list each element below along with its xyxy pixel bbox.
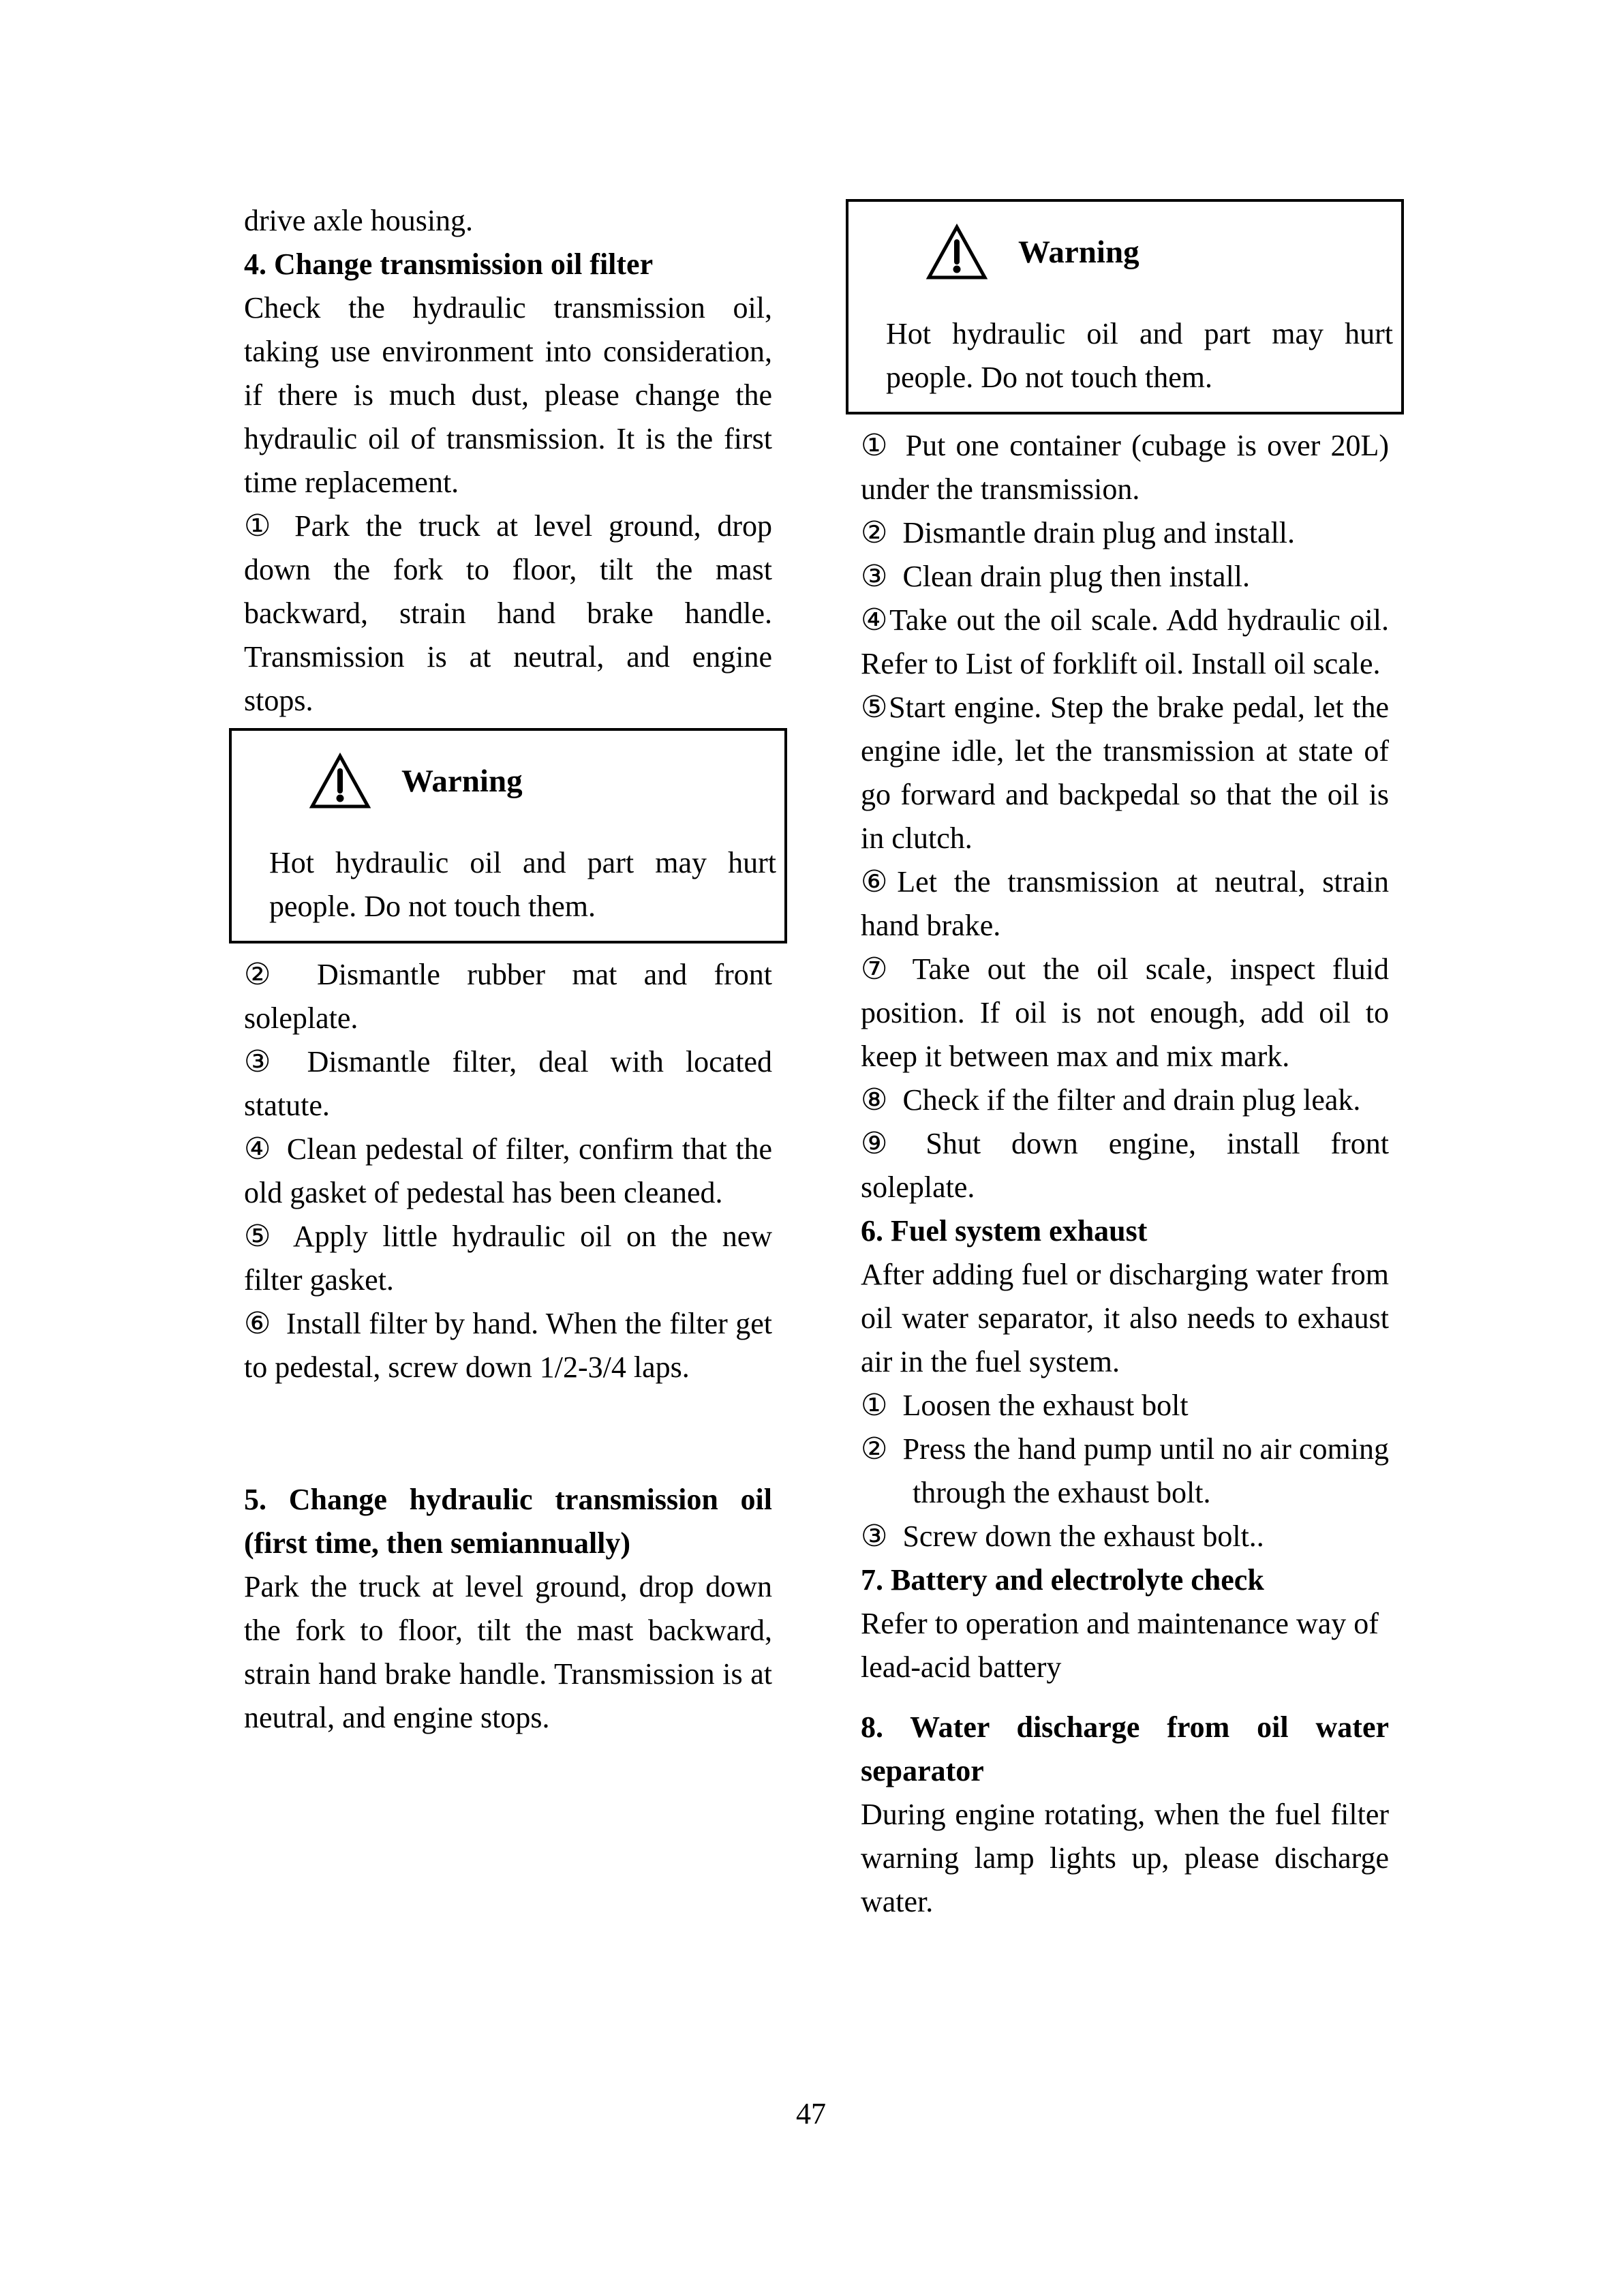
step-item: ② Dismantle drain plug and install.: [861, 516, 1296, 549]
page-number: 47: [796, 2097, 826, 2130]
section-5-heading: 5. Change hydraulic transmission oil (first time, then semiannually): [244, 1483, 772, 1560]
section-8-paragraph: During engine rotating, when the fuel filter warning lamp lights up, please discharge water.: [861, 1798, 1389, 1918]
warning-title: Warning: [401, 764, 523, 799]
step-item: ⑧ Check if the filter and drain plug leak.: [861, 1083, 1361, 1117]
step-item: ⑦ Take out the oil scale, inspect fluid position. If oil is not enough, add oil to keep it between max and mix mark.: [861, 952, 1389, 1073]
step-item: ④ Clean pedestal of filter, confirm that the old gasket of pedestal has been cleaned.: [244, 1132, 772, 1209]
section-5-paragraph: Park the truck at level ground, drop down the fork to floor, tilt the mast backward, strain hand brake handle. Transmission is at neutral, and engine stops.: [244, 1570, 772, 1734]
step-item: ③ Dismantle filter, deal with located statute.: [244, 1045, 772, 1122]
section-4-paragraph: Check the hydraulic transmission oil, taking use environment into consideration, if there is much dust, please change the hydraulic oil of transmission. It is the first time replacement.: [244, 291, 772, 499]
step-item: ④Take out the oil scale. Add hydraulic oil. Refer to List of forklift oil. Install oil scale.: [861, 603, 1389, 680]
step-item: ⑥Let the transmission at neutral, strain hand brake.: [861, 865, 1389, 942]
page-content: [244, 199, 1393, 1924]
step-item: ⑥ Install filter by hand. When the filter get to pedestal, screw down 1/2-3/4 laps.: [244, 1307, 772, 1384]
step-item: ⑤ Apply little hydraulic oil on the new filter gasket.: [244, 1220, 772, 1297]
right-column: [861, 199, 1393, 1924]
warning-title: Warning: [1018, 235, 1139, 270]
warning-body: Hot hydraulic oil and part may hurt people. Do not touch them.: [269, 846, 776, 923]
step-item: ② Press the hand pump until no air coming through the exhaust bolt.: [861, 1432, 1389, 1509]
step-item: ① Loosen the exhaust bolt: [861, 1389, 1189, 1422]
section-7-paragraph: Refer to operation and maintenance way of lead-acid battery: [861, 1607, 1379, 1684]
left-column: [244, 199, 776, 1924]
step-item: ⑤Start engine. Step the brake pedal, let the engine idle, let the transmission at state of go forward and backpedal so that the oil is in clutch.: [861, 691, 1389, 855]
step-item: ③ Clean drain plug then install.: [861, 560, 1251, 593]
warning-header: [269, 753, 776, 810]
section-8-heading: 8. Water discharge from oil water separator: [861, 1710, 1389, 1787]
section-7-heading: 7. Battery and electrolyte check: [861, 1563, 1264, 1597]
warning-box: [229, 728, 787, 943]
section-6-heading: 6. Fuel system exhaust: [861, 1214, 1148, 1248]
warning-body: Hot hydraulic oil and part may hurt people. Do not touch them.: [886, 317, 1393, 394]
step-item: ② Dismantle rubber mat and front soleplate.: [244, 958, 772, 1035]
warning-triangle-icon: [925, 224, 988, 281]
warning-box: [846, 199, 1404, 414]
warning-triangle-icon: [309, 753, 371, 810]
section-4-heading: 4. Change transmission oil filter: [244, 247, 654, 281]
section-6-paragraph: After adding fuel or discharging water from oil water separator, it also needs to exhaust air in the fuel system.: [861, 1258, 1389, 1378]
step-item: ③ Screw down the exhaust bolt..: [861, 1520, 1264, 1553]
warning-header: [886, 224, 1393, 281]
step-item: ① Put one container (cubage is over 20L) under the transmission.: [861, 429, 1389, 506]
step-item: ⑨ Shut down engine, install front soleplate.: [861, 1127, 1389, 1204]
paragraph-continuation: drive axle housing.: [244, 204, 474, 237]
step-item: ① Park the truck at level ground, drop down the fork to floor, tilt the mast backward, strain hand brake handle. Transmission is at neutral, and engine stops.: [244, 509, 772, 717]
